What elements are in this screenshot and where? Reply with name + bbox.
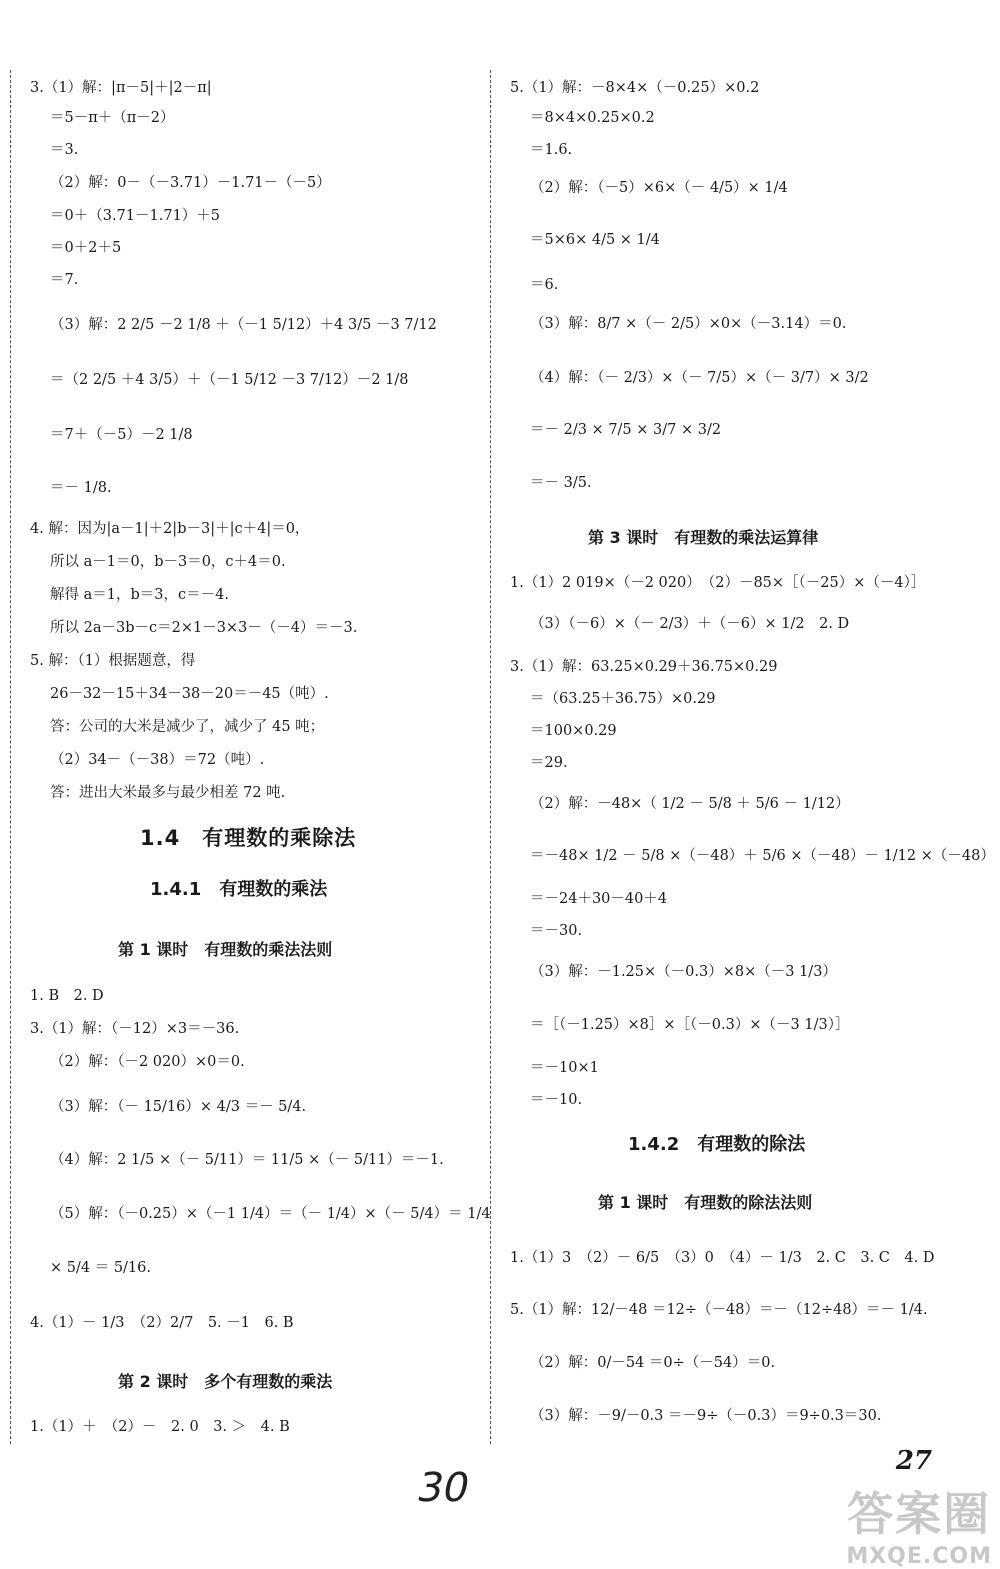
section-heading: 第 2 课时 多个有理数的乘法 bbox=[118, 1372, 333, 1391]
answer-line: 所以 a－1＝0，b－3＝0，c＋4＝0. bbox=[50, 554, 286, 570]
answer-line: 5.（1）解：－8×4×（－0.25）×0.2 bbox=[510, 80, 760, 96]
answer-line: 1.（1）＋ （2）－ 2. 0 3. ＞ 4. B bbox=[30, 1419, 290, 1435]
answer-line: 1. B 2. D bbox=[30, 988, 104, 1004]
answer-line: 3.（1）解：|π－5|＋|2－π| bbox=[30, 80, 212, 96]
answer-line: （2）34－（－38）＝72（吨）. bbox=[50, 752, 265, 768]
answer-line: 答：公司的大米是减少了，减少了 45 吨； bbox=[50, 719, 325, 735]
answer-line: （2）解：－48×（ 1/2 － 5/8 ＋ 5/6 － 1/12） bbox=[530, 796, 850, 812]
answer-line: ＝－10. bbox=[530, 1092, 583, 1108]
section-heading: 1.4.2 有理数的除法 bbox=[628, 1134, 806, 1155]
answer-line: 4. 解：因为|a－1|＋2|b－3|＋|c＋4|＝0， bbox=[30, 521, 310, 537]
answer-line: ＝－48× 1/2 － 5/8 ×（－48）＋ 5/6 ×（－48）－ 1/12 ×（－48） bbox=[530, 848, 995, 864]
answer-line: （2）解：0－（－3.71）－1.71－（－5） bbox=[50, 175, 331, 191]
answer-line: ＝8×4×0.25×0.2 bbox=[530, 110, 655, 126]
answer-line: 1.（1）3 （2）－ 6/5 （3）0 （4）－ 1/3 2. C 3. C 4. D bbox=[510, 1250, 935, 1266]
section-heading: 第 1 课时 有理数的乘法法则 bbox=[118, 940, 333, 959]
answer-line: （2）解：0/－54 ＝0÷（－54）＝0. bbox=[530, 1355, 776, 1371]
answer-line: ＝7. bbox=[50, 272, 79, 288]
answer-line: （2）解：（－2 020）×0＝0. bbox=[50, 1054, 245, 1070]
watermark-logo bbox=[846, 1478, 992, 1569]
section-heading: 第 3 课时 有理数的乘法运算律 bbox=[588, 528, 819, 547]
answer-line: （3）解：8/7 ×（－ 2/5）×0×（－3.14）＝0. bbox=[530, 316, 847, 332]
handwritten-note: 30 bbox=[413, 1465, 474, 1511]
answer-line: ＝－ 1/8. bbox=[50, 480, 112, 496]
section-heading: 1.4 有理数的乘除法 bbox=[140, 826, 357, 850]
answer-line: ＝3. bbox=[50, 142, 79, 158]
answer-line: ＝1.6. bbox=[530, 142, 573, 158]
left-margin-line bbox=[10, 70, 11, 1444]
answer-line: ＝5－π＋（π－2） bbox=[50, 110, 175, 126]
answer-line: × 5/4 ＝ 5/16. bbox=[50, 1260, 151, 1276]
section-heading: 1.4.1 有理数的乘法 bbox=[150, 879, 328, 900]
answer-line: 3.（1）解：（－12）×3＝－36. bbox=[30, 1021, 240, 1037]
answer-line: ＝－10×1 bbox=[530, 1060, 599, 1076]
section-heading: 第 1 课时 有理数的除法法则 bbox=[598, 1193, 813, 1212]
answer-line: （2）解：（－5）×6×（－ 4/5）× 1/4 bbox=[530, 180, 788, 196]
answer-line: ＝［（－1.25）×8］×［（－0.3）×（－3 1/3）］ bbox=[530, 1017, 850, 1033]
answer-line: 5. 解：（1）根据题意，得 bbox=[30, 653, 196, 669]
answer-line: 26－32－15＋34－38－20＝－45（吨）. bbox=[50, 686, 329, 702]
answer-line: 答：进出大米最多与最少相差 72 吨. bbox=[50, 785, 286, 801]
answer-line: （3）解：－1.25×（－0.3）×8×（－3 1/3） bbox=[530, 964, 837, 980]
answer-line: 5.（1）解：12/－48 ＝12÷（－48）＝－（12÷48）＝－ 1/4. bbox=[510, 1302, 928, 1318]
answer-line: （3）（－6）×（－ 2/3）＋（－6）× 1/2 2. D bbox=[530, 616, 850, 632]
answer-line: ＝0＋2＋5 bbox=[50, 240, 122, 256]
answer-line: （5）解：（－0.25）×（－1 1/4）＝（－ 1/4）×（－ 5/4）＝ 1/4 bbox=[50, 1206, 491, 1222]
answer-line: ＝－24＋30－40＋4 bbox=[530, 891, 668, 907]
watermark-top-text: 答案圈 bbox=[847, 1487, 992, 1541]
answer-line: ＝6. bbox=[530, 277, 559, 293]
answer-line: ＝5×6× 4/5 × 1/4 bbox=[530, 232, 660, 248]
answer-line: 1.（1）2 019×（－2 020） （2）－85×［（－25）×（－4）］ bbox=[510, 575, 926, 591]
answer-line: ＝－ 2/3 × 7/5 × 3/7 × 3/2 bbox=[530, 422, 722, 438]
answer-line: （3）解：（－ 15/16）× 4/3 ＝－ 5/4. bbox=[50, 1099, 307, 1115]
answer-line: 3.（1）解：63.25×0.29＋36.75×0.29 bbox=[510, 659, 778, 675]
answer-line: （4）解：2 1/5 ×（－ 5/11）＝ 11/5 ×（－ 5/11）＝－1. bbox=[50, 1152, 444, 1168]
answer-line: ＝（2 2/5 ＋4 3/5）＋（－1 5/12 －3 7/12）－2 1/8 bbox=[50, 372, 409, 388]
answer-line: 解得 a＝1，b＝3，c＝－4. bbox=[50, 587, 229, 603]
watermark-bottom-text: MXQE.COM bbox=[846, 1544, 992, 1569]
answer-line: 所以 2a－3b－c＝2×1－3×3－（－4）＝－3. bbox=[50, 620, 358, 636]
answer-line: （3）解：－9/－0.3 ＝－9÷（－0.3）＝9÷0.3＝30. bbox=[530, 1408, 882, 1424]
answer-line: ＝0＋（3.71－1.71）＋5 bbox=[50, 208, 221, 224]
answer-line: ＝（63.25＋36.75）×0.29 bbox=[530, 691, 716, 707]
answer-line: ＝－ 3/5. bbox=[530, 475, 592, 491]
answer-line: 4.（1）－ 1/3 （2）2/7 5. －1 6. B bbox=[30, 1315, 294, 1331]
column-divider bbox=[490, 70, 491, 1444]
page-number: 27 bbox=[895, 1446, 932, 1476]
answer-line: ＝7＋（－5）－2 1/8 bbox=[50, 427, 193, 443]
answer-line: ＝29. bbox=[530, 755, 568, 771]
answer-line: （3）解：2 2/5 －2 1/8 ＋（－1 5/12）＋4 3/5 －3 7/12 bbox=[50, 317, 437, 333]
answer-line: ＝－30. bbox=[530, 923, 583, 939]
answer-line: ＝100×0.29 bbox=[530, 723, 617, 739]
answer-line: （4）解：（－ 2/3）×（－ 7/5）×（－ 3/7）× 3/2 bbox=[530, 370, 869, 386]
